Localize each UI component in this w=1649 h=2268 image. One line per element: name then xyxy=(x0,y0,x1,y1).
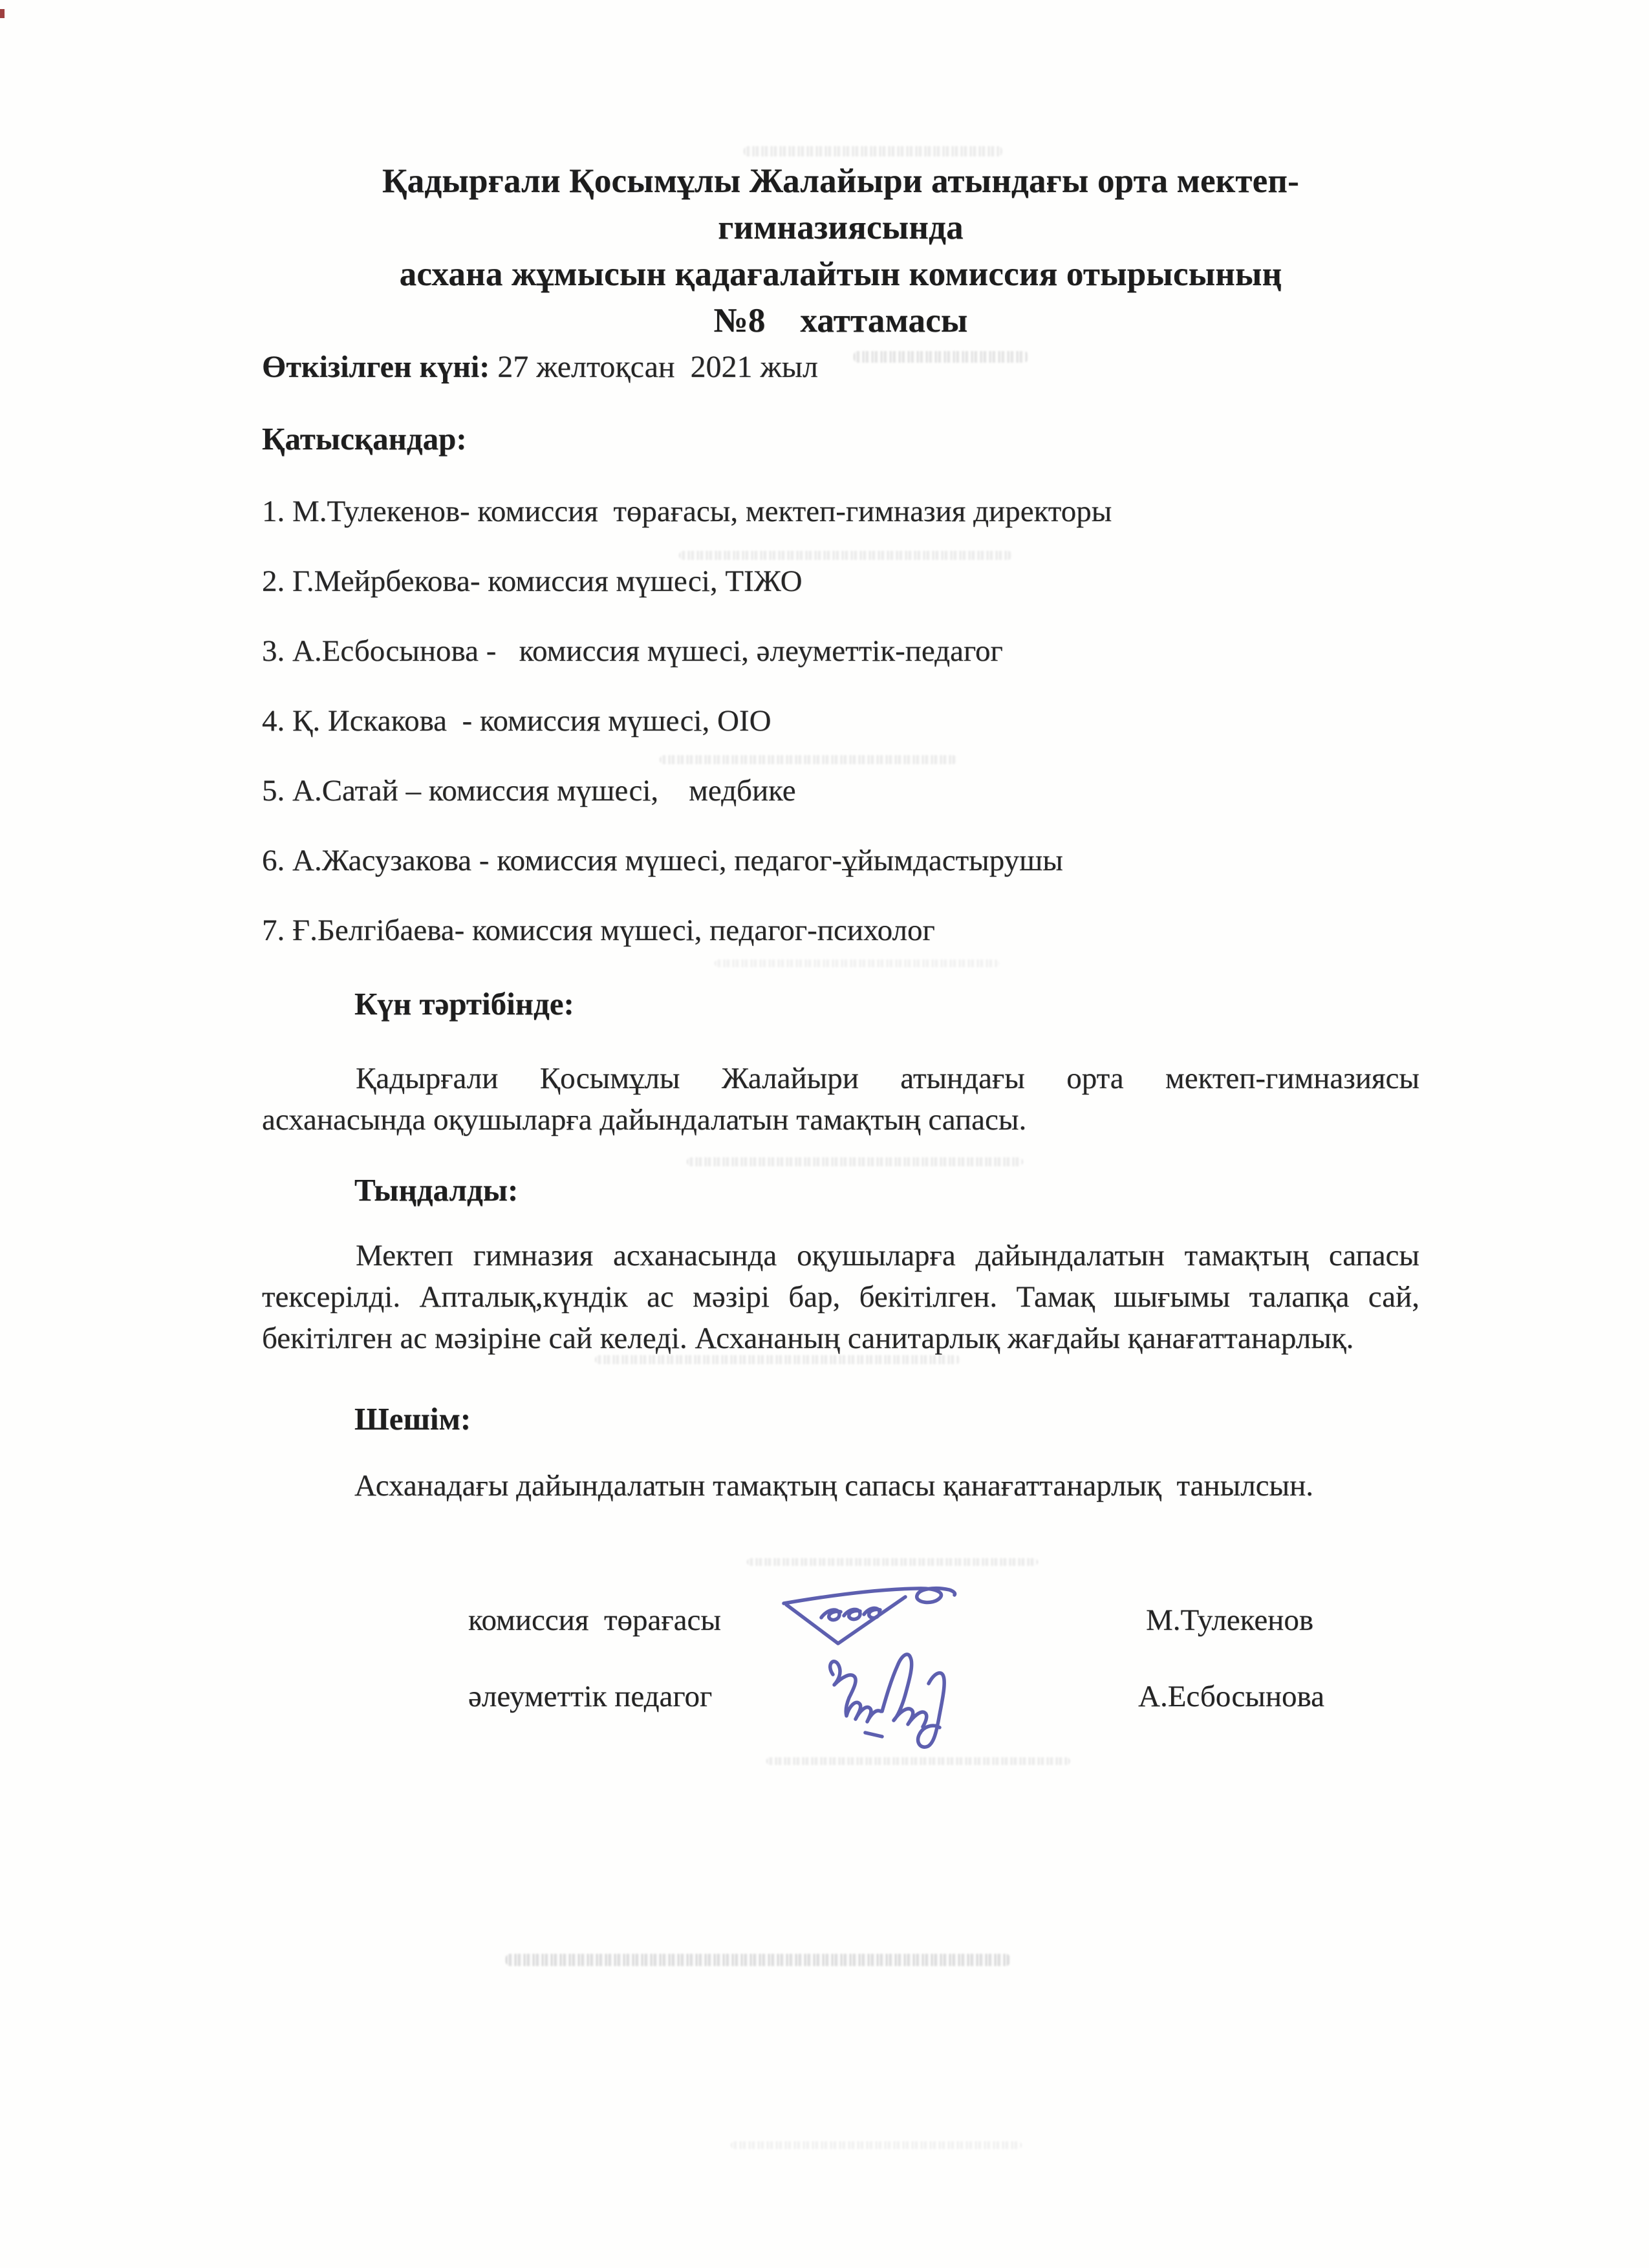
scan-artifact xyxy=(687,1157,1023,1166)
signature-role-pedagog: әлеуметтік педагог xyxy=(468,1680,713,1713)
heard-paragraph: Мектеп гимназия асханасында оқушыларға дайындалатын тамақтың сапасы тексерілді. Апталық,күндік ас мәзірі бар, бекітілген. Тамақ шығымы талапқа сай, бекітілген ас мәзіріне сай келеді. Асхананың санитарлық жағдайы қанағаттанарлық. xyxy=(262,1239,1419,1355)
signature-role-chairman: комиссия төрағасы xyxy=(468,1603,721,1637)
scan-red-mark xyxy=(0,9,5,18)
participant-item: 2. Г.Мейрбекова- комиссия мүшесі, ТІЖО xyxy=(262,564,803,598)
signature-name-pedagog: А.Есбосынова xyxy=(1138,1680,1324,1713)
title-line-3: №8 хаттамасы xyxy=(713,302,968,339)
decision-paragraph: Асханадағы дайындалатын тамақтың сапасы қанағаттанарлық танылсын. xyxy=(354,1469,1314,1503)
heard-heading: Тыңдалды: xyxy=(354,1172,519,1208)
scan-artifact xyxy=(744,146,1002,156)
scan-artifact xyxy=(747,1558,1038,1566)
participant-item: 3. А.Есбосынова - комиссия мүшесі, әлеуметтік-педагог xyxy=(262,634,1003,668)
agenda-heading: Күн тәртібінде: xyxy=(354,986,574,1022)
pedagog-signature-ink xyxy=(812,1643,967,1757)
signature-name-chairman: М.Тулекенов xyxy=(1146,1603,1314,1637)
participants-list xyxy=(262,493,1465,981)
date-value: 27 желтоқсан 2021 жыл xyxy=(490,350,818,384)
participants-heading: Қатысқандар: xyxy=(262,421,467,456)
participant-item: 5. А.Сатай – комиссия мүшесі, медбике xyxy=(262,774,796,808)
title-line-1: Қадырғали Қосымұлы Жалайыри атындағы орта мектеп-гимназиясында xyxy=(382,162,1299,246)
meeting-date-line xyxy=(262,349,818,385)
participant-item: 6. А.Жасузакова - комиссия мүшесі, педагог-ұйымдастырушы xyxy=(262,844,1063,877)
participant-item: 1. М.Тулекенов- комиссия төрағасы, мектеп-гимназия директоры xyxy=(262,495,1112,528)
participant-item: 7. Ғ.Белгібаева- комиссия мүшесі, педагог-психолог xyxy=(262,914,935,947)
date-label: Өткізілген күні: xyxy=(262,350,490,384)
agenda-paragraph: Қадырғали Қосымұлы Жалайыри атындағы орта мектеп-гимназиясы асханасында оқушыларға дайындалатын тамақтың сапасы. xyxy=(262,1062,1419,1137)
title-line-2: асхана жұмысын қадағалайтын комиссия отырысының xyxy=(399,255,1282,293)
decision-heading: Шешім: xyxy=(354,1401,471,1437)
scan-artifact xyxy=(731,2141,1022,2149)
scan-artifact xyxy=(766,1757,1070,1765)
scan-artifact xyxy=(854,351,1028,363)
scan-artifact xyxy=(506,1954,1010,1966)
document-title xyxy=(262,158,1419,344)
participant-item: 4. Қ. Искакова - комиссия мүшесі, ОІО xyxy=(262,704,771,738)
